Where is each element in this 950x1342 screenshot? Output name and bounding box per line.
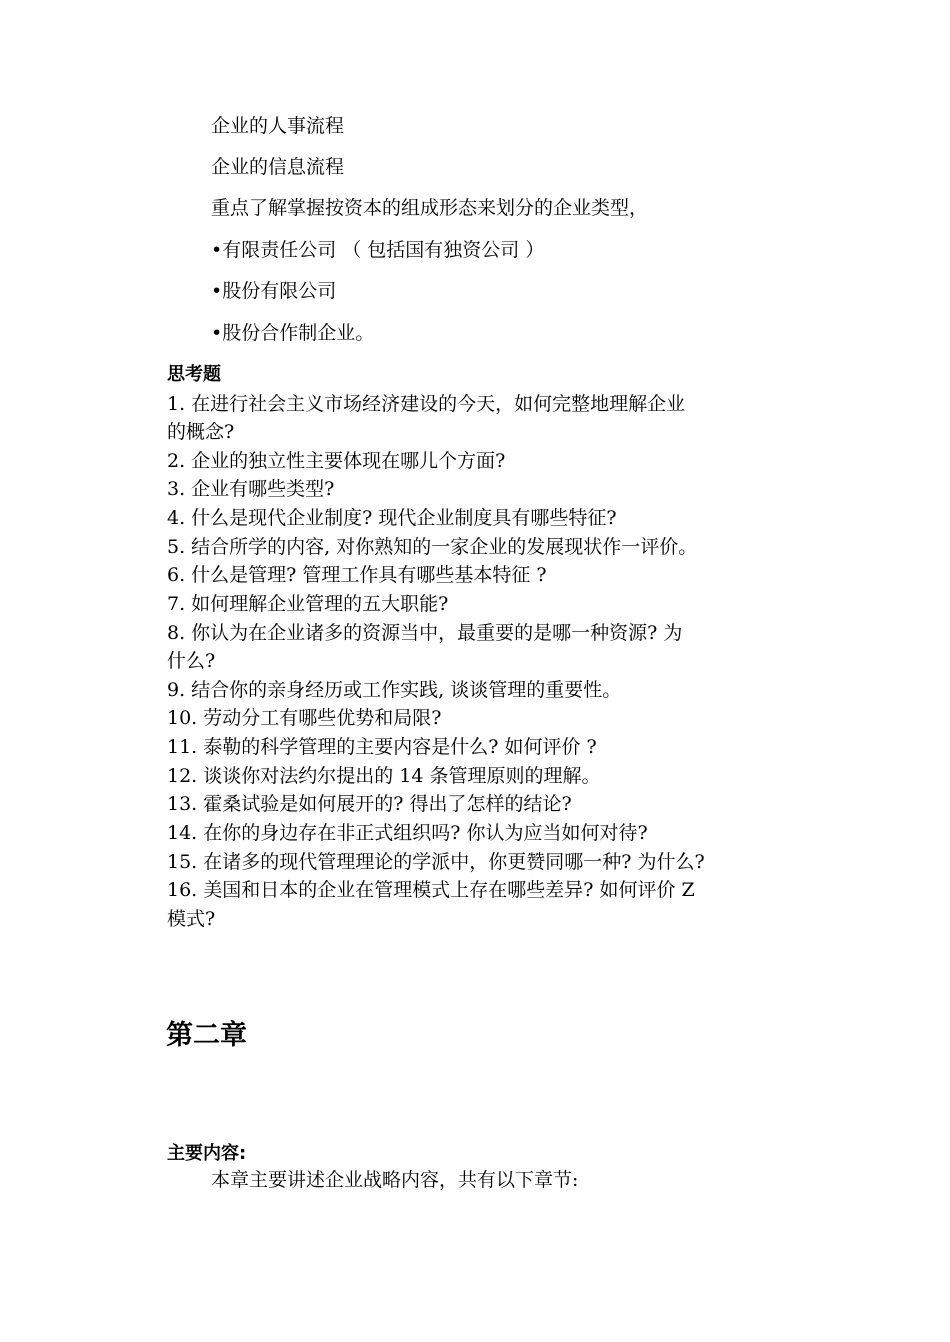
- question-line: 2. 企业的独立性主要体现在哪儿个方面?: [167, 450, 506, 472]
- question-line: 3. 企业有哪些类型?: [167, 478, 335, 500]
- question-line: 10. 劳动分工有哪些优势和局限?: [167, 707, 442, 729]
- intro-item: •股份合作制企业。: [211, 322, 375, 344]
- intro-item: 企业的人事流程: [211, 115, 345, 137]
- question-line: 4. 什么是现代企业制度? 现代企业制度具有哪些特征?: [167, 507, 617, 529]
- main-content-heading: 主要内容:: [167, 1143, 247, 1164]
- question-line: 什么?: [167, 650, 216, 672]
- question-line: 11. 泰勒的科学管理的主要内容是什么? 如何评价 ?: [167, 736, 597, 758]
- question-line: 13. 霍桑试验是如何展开的? 得出了怎样的结论?: [167, 793, 572, 815]
- questions-heading: 思考题: [167, 364, 221, 385]
- question-line: 的概念?: [167, 421, 235, 443]
- chapter-title: 第二章: [166, 1020, 247, 1051]
- question-line: 15. 在诸多的现代管理理论的学派中，你更赞同哪一种? 为什么?: [167, 851, 705, 873]
- intro-item: 企业的信息流程: [211, 156, 345, 178]
- question-line: 7. 如何理解企业管理的五大职能?: [167, 593, 449, 615]
- question-line: 模式?: [167, 908, 216, 930]
- main-content-text: 本章主要讲述企业战略内容，共有以下章节:: [211, 1169, 579, 1191]
- question-line: 16. 美国和日本的企业在管理模式上存在哪些差异? 如何评价 Z: [167, 879, 695, 901]
- question-line: 1. 在进行社会主义市场经济建设的今天，如何完整地理解企业: [167, 393, 686, 415]
- question-line: 9. 结合你的亲身经历或工作实践, 谈谈管理的重要性。: [167, 679, 622, 701]
- question-line: 6. 什么是管理? 管理工作具有哪些基本特征 ?: [167, 564, 547, 586]
- question-line: 14. 在你的身边存在非正式组织吗? 你认为应当如何对待?: [167, 822, 648, 844]
- intro-item: •股份有限公司: [211, 280, 337, 302]
- question-line: 5. 结合所学的内容, 对你熟知的一家企业的发展现状作一评价。: [167, 536, 698, 558]
- question-line: 8. 你认为在企业诸多的资源当中，最重要的是哪一种资源? 为: [167, 622, 683, 644]
- intro-item: •有限责任公司 （ 包括国有独资公司 ）: [211, 239, 545, 261]
- question-line: 12. 谈谈你对法约尔提出的 14 条管理原则的理解。: [167, 765, 601, 787]
- intro-item: 重点了解掌握按资本的组成形态来划分的企业类型，: [211, 197, 649, 219]
